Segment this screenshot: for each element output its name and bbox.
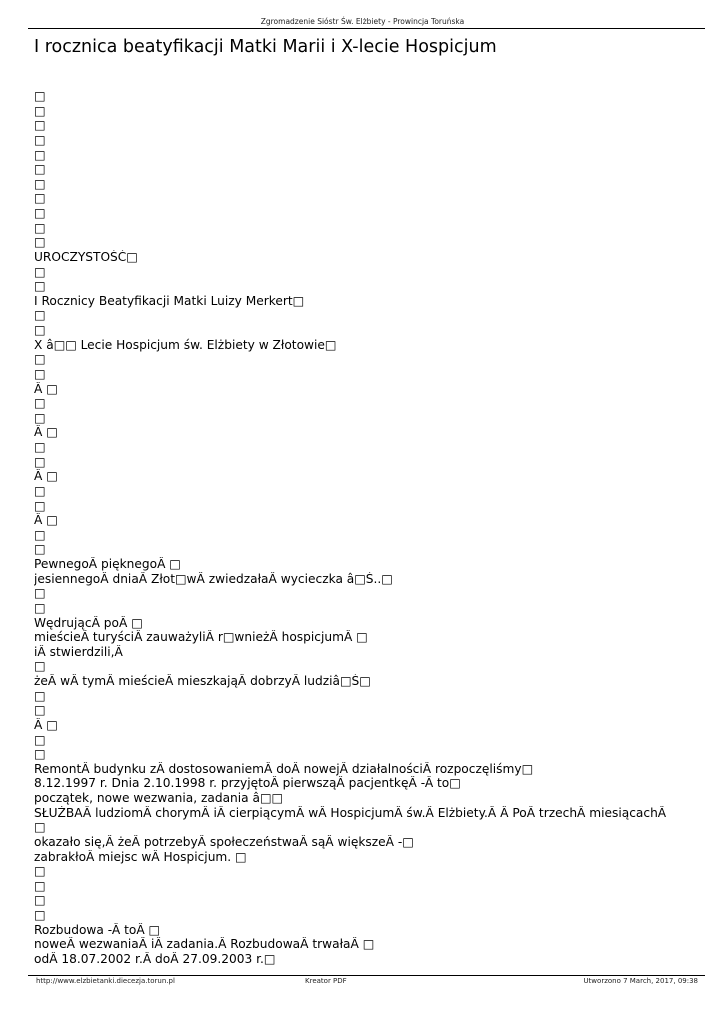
body-line: początek, nowe wezwania, zadania â□□ — [34, 791, 284, 805]
header-organization: Zgromadzenie Sióstr Św. Elżbiety - Prowincja Toruńska — [260, 17, 465, 26]
body-line: □ — [34, 600, 46, 615]
body-line: iÂ stwierdzili,Â — [34, 644, 123, 659]
body-line: □ — [34, 440, 46, 454]
document-title: I rocznica beatyfikacji Matki Marii i X-lecie Hospicjum — [34, 37, 497, 57]
body-line: □ — [34, 147, 46, 162]
body-line: PewnegoÂ pięknegoÂ □ — [34, 557, 181, 571]
body-line: odÂ 18.07.2002 r.Â doÂ 27.09.2003 r.□ — [34, 951, 276, 966]
body-line: □ — [34, 366, 46, 381]
body-line: □ — [34, 732, 46, 747]
body-line: noweÂ wezwaniaÂ iÂ zadania.Â RozbudowaÂ trwałaÂ □ — [34, 937, 375, 952]
body-line: □ — [34, 498, 46, 513]
body-line: □ — [34, 878, 46, 893]
body-line: □ — [34, 103, 46, 118]
body-line: □ — [34, 176, 46, 191]
body-line: □ — [34, 688, 46, 703]
body-line: okazało się,Â żeÂ potrzebyÂ społeczeństwaÂ sąÂ większeÂ -□ — [34, 834, 414, 849]
body-line: X â□□ Lecie Hospicjum św. Elżbiety w Złotowie□ — [34, 337, 337, 352]
body-line: □ — [34, 308, 46, 323]
body-line: WędrującÂ poÂ □ — [34, 615, 143, 630]
body-line: Â □ — [34, 513, 58, 528]
body-line: □ — [34, 323, 46, 337]
body-line: □ — [34, 747, 46, 762]
body-line: RemontÂ budynku zÂ dostosowaniemÂ doÂ nowejÂ działalnościÂ rozpoczęliśmy□ — [34, 761, 534, 776]
body-line: □ — [34, 89, 46, 103]
body-line: UROCZYSTOŚĆ□ — [34, 249, 138, 264]
body-line: Rozbudowa -Â toÂ □ — [34, 922, 161, 937]
body-line: □ — [34, 542, 46, 557]
body-line: □ — [34, 454, 46, 469]
body-line: □ — [34, 220, 46, 235]
body-line: □ — [34, 864, 46, 879]
body-line: mieścieÂ turyściÂ zauważyliÂ r□wnieżÂ hospicjumÂ □ — [34, 630, 368, 645]
body-line: żeÂ wÂ tymÂ mieścieÂ mieszkająÂ dobrzyÂ ludziâ□Ś□ — [34, 674, 371, 688]
body-line: □ — [34, 191, 46, 206]
body-line: □ — [34, 396, 46, 411]
body-line: jesiennegoÂ dniaÂ Złot□wÂ zwiedzałaÂ wycieczka â□Ś..□ — [34, 571, 393, 586]
header-divider — [28, 28, 705, 29]
body-line: □ — [34, 206, 46, 220]
body-line: □ — [34, 586, 46, 601]
body-line: zabrakłoÂ miejsc wÂ Hospicjum. □ — [34, 849, 247, 864]
body-line: □ — [34, 352, 46, 367]
body-line: Â □ — [34, 381, 58, 396]
body-line: I Rocznicy Beatyfikacji Matki Luizy Merkert□ — [34, 293, 305, 308]
body-line: □ — [34, 483, 46, 498]
body-line: □ — [34, 279, 46, 294]
body-line: □ — [34, 118, 46, 133]
body-line: SŁUŻBAÂ ludziomÂ chorymÂ iÂ cierpiącymÂ wÂ HospicjumÂ św.Â Elżbiety.Â Â PoÂ trzechÂ miesiącachÂ — [34, 805, 667, 820]
body-line: Â □ — [34, 717, 58, 732]
document-body — [34, 89, 704, 967]
body-line: □ — [34, 659, 46, 674]
body-line: □ — [34, 162, 46, 177]
body-line: □ — [34, 893, 46, 908]
footer-creator: Kreator PDF — [305, 977, 347, 985]
body-line: □ — [34, 132, 46, 147]
body-line: □ — [34, 264, 46, 279]
body-line: □ — [34, 410, 46, 425]
footer-url[interactable]: http://www.elzbietanki.diecezja.torun.pl — [36, 977, 175, 985]
footer-created-date: Utworzono 7 March, 2017, 09:38 — [583, 977, 698, 985]
body-line: □ — [34, 908, 46, 922]
body-line: □ — [34, 703, 46, 718]
body-line: Â □ — [34, 469, 58, 484]
body-line: □ — [34, 527, 46, 542]
body-line: □ — [34, 235, 46, 250]
body-line: □ — [34, 820, 46, 835]
footer-divider — [28, 975, 705, 976]
body-line: 8.12.1997 r. Dnia 2.10.1998 r. przyjętoÂ pierwsząÂ pacjentkęÂ -Â to□ — [34, 776, 461, 791]
body-line: Â □ — [34, 425, 58, 440]
